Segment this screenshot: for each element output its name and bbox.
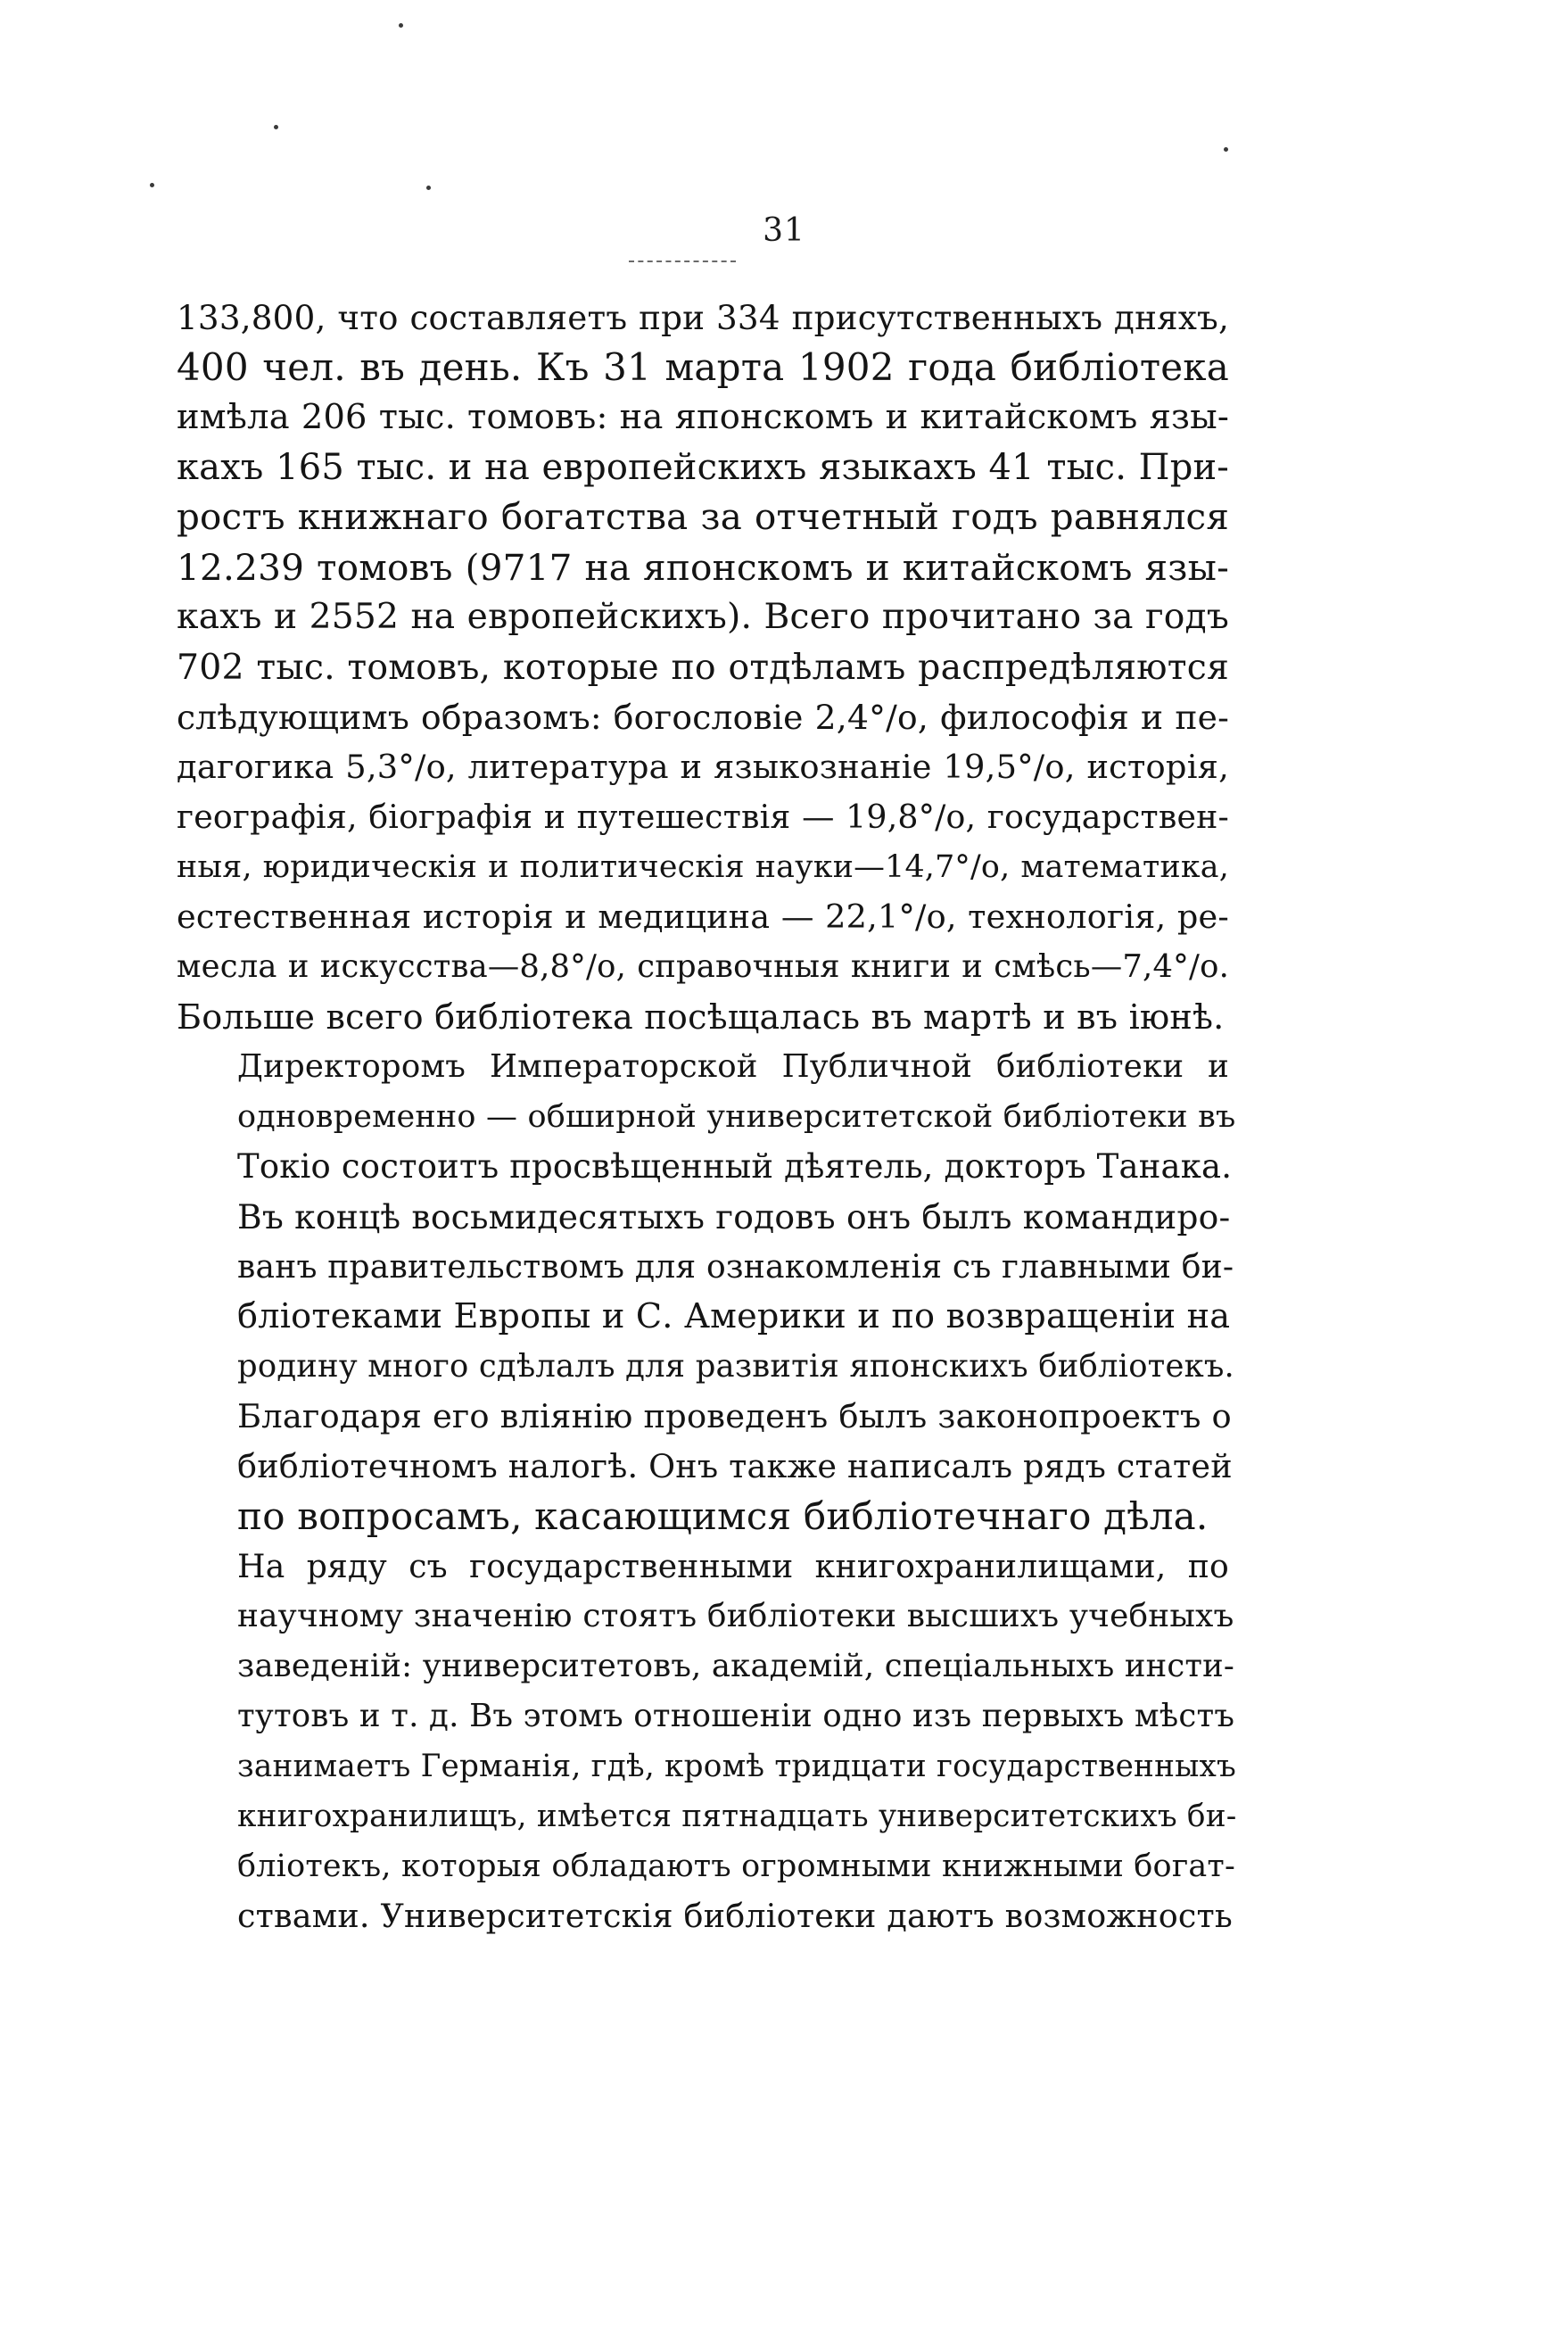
ink-speck [150,183,154,187]
text-line: 400 чел. въ день. Къ 31 марта 1902 года библіотека [177,345,1229,389]
page-number: 31 [763,212,805,249]
ink-speck [399,23,403,28]
text-line: библіотечномъ налогѣ. Онъ также написалъ рядъ статей [237,1447,1233,1485]
text-line: кахъ 165 тыс. и на европейскихъ языкахъ 41 тыс. При- [177,447,1229,488]
text-line: бліотекъ, которыя обладаютъ огромными книжными богат- [237,1849,1235,1884]
text-line: Въ концѣ восьмидесятыхъ годовъ онъ былъ командиро- [237,1197,1231,1237]
ink-speck [274,125,278,129]
text-line: Директоромъ Императорской Публичной библіотеки и [237,1048,1229,1085]
paragraph [177,1042,1236,1542]
ink-speck [426,186,431,190]
text-line: Больше всего библіотека посѣщалась въ мартѣ и въ іюнѣ. [177,997,1225,1037]
text-line: дагогика 5,3°/о, литература и языкознаніе 19,5°/о, исторія, [177,748,1229,786]
text-line: ныя, юридическія и политическія науки—14,7°/о, математика, [177,849,1229,885]
text-line: слѣдующимъ образомъ: богословіе 2,4°/о, философія и пе- [177,698,1229,737]
text-line: Благодаря его вліянію проведенъ былъ законопроектъ о [237,1397,1232,1435]
text-line: естественная исторія и медицина — 22,1°/о, технологія, ре- [177,897,1229,936]
text-line: На ряду съ государственными книгохранилищами, по [237,1547,1229,1585]
text-line: одновременно — обширной университетской библіотеки въ [237,1099,1236,1135]
text-line: бліотеками Европы и С. Америки и по возвращеніи на [237,1297,1231,1336]
text-line: по вопросамъ, касающимся библіотечнаго дѣла. [237,1494,1209,1538]
text-line: ванъ правительствомъ для ознакомленія съ главными би- [237,1248,1234,1286]
text-line: ростъ книжнаго богатства за отчетный годъ равнялся [177,496,1229,538]
text-line: 12.239 томовъ (9717 на японскомъ и китайскомъ язы- [177,546,1229,589]
text-line: кахъ и 2552 на европейскихъ). Всего прочитано за годъ [177,597,1229,637]
text-line: имѣла 206 тыс. томовъ: на японскомъ и китайскомъ язы- [177,397,1229,437]
text-line: занимаетъ Германія, гдѣ, кромѣ тридцати государственныхъ [237,1749,1237,1784]
paragraph [177,1542,1237,1941]
text-line: заведеній: университетовъ, академій, спеціальныхъ инсти- [237,1648,1235,1684]
paragraph [177,293,1229,1042]
text-line: ствами. Университетскія библіотеки даютъ возможность [237,1897,1233,1935]
text-line: месла и искусства—8,8°/о, справочныя книги и смѣсь—7,4°/о. [177,948,1229,985]
text-line: родину много сдѣлалъ для развитія японскихъ библіотекъ. [237,1348,1235,1385]
ink-speck [1224,147,1228,152]
page-number-rule [629,261,736,262]
text-line: географія, біографія и путешествія — 19,8°/о, государствен- [177,798,1229,836]
text-line: книгохранилищъ, имѣется пятнадцать университетскихъ би- [237,1799,1237,1834]
text-line: 702 тыс. томовъ, которые по отдѣламъ распредѣляются [177,647,1229,688]
text-line: тутовъ и т. д. Въ этомъ отношеніи одно изъ первыхъ мѣстъ [237,1698,1235,1734]
text-line: Токіо состоитъ просвѣщенный дѣятель, докторъ Танака. [237,1147,1233,1186]
text-line: научному значенію стоятъ библіотеки высшихъ учебныхъ [237,1598,1234,1634]
body-text [177,293,1237,1941]
text-line: 133,800, что составляетъ при 334 присутственныхъ дняхъ, [177,298,1229,337]
